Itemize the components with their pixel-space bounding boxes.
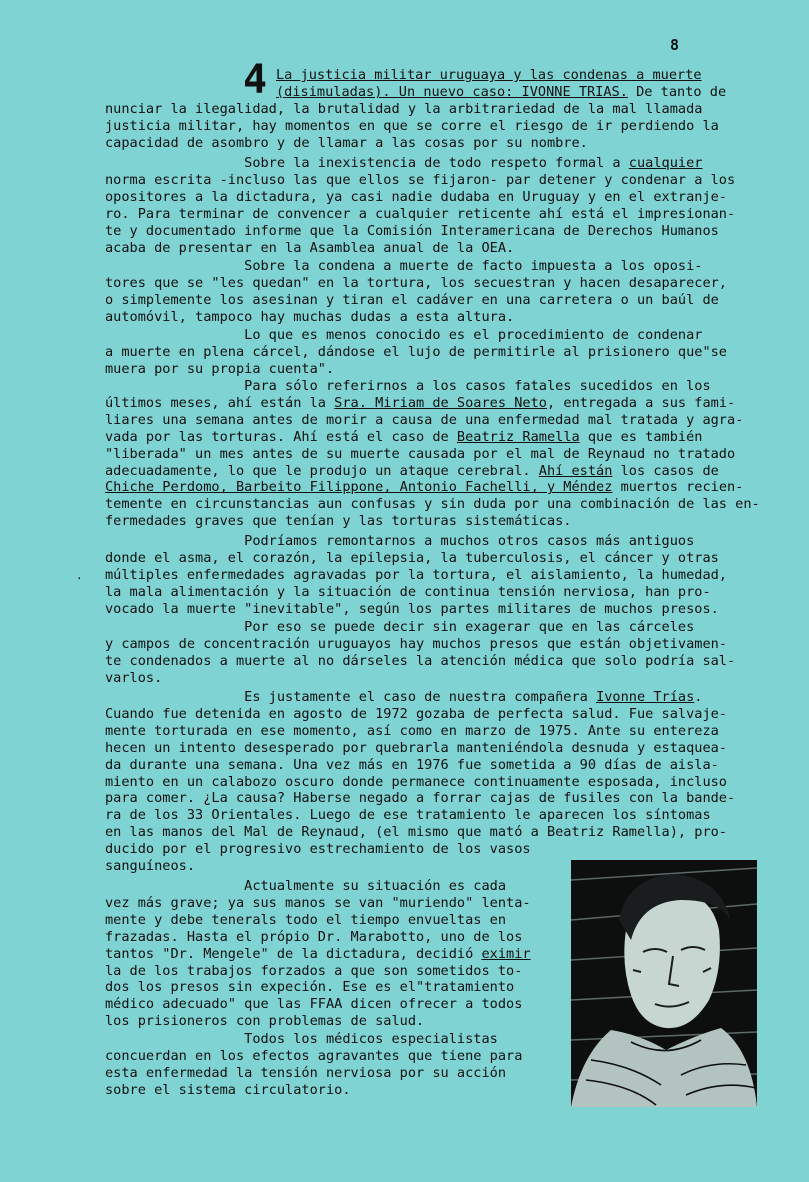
text-line: sanguíneos. [105,858,196,875]
text-line: muera por su propia cuenta". [105,360,335,377]
text-line: la mala alimentación y la situación de continua tensión nerviosa, han pro- [105,583,711,600]
text-line: nunciar la ilegalidad, la brutalidad y la arbitrariedad de la mal llamada [105,101,703,117]
text-line: la de los trabajos forzados a que son sometidos to- [105,962,523,979]
text-line: vez más grave; ya sus manos se van "muriendo" lenta- [105,894,531,911]
text-line: concuerdan en los efectos agravantes que tiene para [105,1047,523,1064]
text-line: Sobre la condena a muerte de facto impuesta a los oposi- [105,258,703,274]
text-line: mente y debe tenerals todo el tiempo envueltas en [105,911,507,928]
text-line: para comer. ¿La causa? Haberse negado a forrar cajas de fusiles con la bande- [105,790,736,807]
text-line: varlos. [105,669,163,686]
underlined-text: Ahí están [538,462,613,479]
text-line: ducido por el progresivo estrechamiento de los vasos [105,841,531,858]
paragraph-9 [105,878,565,1030]
text-line: da durante una semana. Una vez más en 1976 fue sometida a 90 días de aisla- [105,756,719,773]
paragraph-2 [105,155,770,256]
text-line: últimos meses, ahí están la [105,394,335,411]
paragraph-8 [105,689,770,875]
section-number: 4 [243,57,268,103]
text-line: frazadas. Hasta el própio Dr. Marabotto, uno de los [105,928,523,945]
text-line: esta enfermedad la tensión nerviosa por su acción [105,1064,507,1081]
paragraph-6 [105,533,770,618]
text-line: Lo que es menos conocido es el procedimiento de condenar [105,327,703,343]
text-line: hecen un intento desesperado por quebrarla manteniéndola desnuda y estaquea- [105,739,727,756]
paragraph-4 [105,327,770,378]
text-line: y campos de concentración uruguayos hay muchos presos que están objetivamen- [105,635,727,652]
text-line: o simplemente los asesinan y tiran el cadáver en una carretera o un baúl de [105,291,719,308]
page-number: 8 [670,36,680,54]
text-line: mente torturada en ese momento, así como en marzo de 1975. Ante su entereza [105,722,719,739]
underlined-name: Ivonne Trías [596,689,695,705]
text-line: los casos de [612,462,719,479]
text-line: muertos recien- [612,479,744,496]
text-line: sobre el sistema circulatorio. [105,1081,351,1098]
text-line: acaba de presentar en la Asamblea anual de la OEA. [105,239,515,256]
text-line: automóvil, tampoco hay muchas dudas a esta altura. [105,308,515,325]
heading-line-2-tail: De tanto de [627,83,727,100]
text-line: Sobre la inexistencia de todo respeto formal a [105,155,629,171]
text-line: Es justamente el caso de nuestra compañera [105,689,597,705]
text-line: miento en un calabozo oscuro donde permanece continuamente esposada, incluso [105,773,727,790]
text-line: dos los presos sin expeción. Ese es el"tratamiento [105,979,515,996]
text-line: Cuando fue detenida en agosto de 1972 gozaba de perfecta salud. Fue salvaje- [105,705,727,722]
heading-line-2: (disimuladas). Un nuevo caso: IVONNE TRIAS. [276,83,628,100]
text-line: vada por las torturas. Ahí está el caso de [105,428,457,445]
text-line: capacidad de asombro y de llamar a las cosas por su nombre. [105,134,588,151]
text-line: . [694,689,703,705]
text-line: que es también [579,428,703,445]
portrait-woodcut-image [571,860,757,1107]
paragraph-5 [105,378,770,530]
margin-mark: · [76,572,83,585]
text-line: médico adecuado" que las FFAA dicen ofrecer a todos [105,996,523,1013]
paragraph-7 [105,619,770,687]
text-line: Por eso se puede decir sin exagerar que en las cárceles [105,619,695,635]
underlined-names: Chiche Perdomo, Barbeito Filippone, Antonio Fachelli, y Méndez [105,479,613,496]
underlined-name: Sra. Miriam de Soares Neto [334,394,547,411]
text-line: opositores a la dictadura, ya casi nadie dudaba en Uruguay y en el extranje- [105,188,727,205]
text-line: "liberada" un mes antes de su muerte causada por el mal de Reynaud no tratado [105,445,736,462]
portrait-woodcut-icon [571,860,757,1107]
text-line: te condenados a muerte al no dárseles la atención médica que solo podría sal- [105,652,736,669]
underlined-text: cualquier [628,155,703,171]
text-line: los prisioneros con problemas de salud. [105,1013,425,1030]
underlined-text: eximir [481,945,531,962]
text-line: Para sólo referirnos a los casos fatales sucedidos en los [105,378,711,394]
text-line: tores que se "les quedan" en la tortura, los secuestran y hacen desaparecer, [105,274,727,291]
text-line: Actualmente su situación es cada [105,878,507,894]
section-heading [276,67,766,101]
text-line: norma escrita -incluso las que ellos se fijaron- par detener y condenar a los [105,171,736,188]
text-line: liares una semana antes de morir a causa de una enfermedad mal tratada y agra- [105,411,744,428]
heading-line-1: La justicia militar uruguaya y las condenas a muerte [276,67,702,83]
paragraph-1 [105,101,770,152]
underlined-name: Beatriz Ramella [456,428,580,445]
text-line: te y documentado informe que la Comisión Interamericana de Derechos Humanos [105,222,719,239]
text-line: ra de los 33 Orientales. Luego de ese tratamiento le aparecen los síntomas [105,807,711,824]
text-line: tantos "Dr. Mengele" de la dictadura, decidió [105,945,482,962]
text-line: fermedades graves que tenían y las torturas sistemáticas. [105,513,572,530]
text-line: ro. Para terminar de convencer a cualquier reticente ahí está el impresionan- [105,205,736,222]
paragraph-3 [105,258,770,326]
text-line: en las manos del Mal de Reynaud, (el mismo que mató a Beatriz Ramella), pro- [105,824,727,841]
text-line: donde el asma, el corazón, la epilepsia, la tuberculosis, el cáncer y otras [105,549,719,566]
text-line: justicia militar, hay momentos en que se corre el riesgo de ir perdiendo la [105,117,719,134]
text-line: Podríamos remontarnos a muchos otros casos más antiguos [105,533,695,549]
text-line: a muerte en plena cárcel, dándose el lujo de permitirle al prisionero que"se [105,343,727,360]
text-line: vocado la muerte "inevitable", según los partes militares de muchos presos. [105,600,719,617]
text-line: Todos los médicos especialistas [105,1031,498,1047]
text-line: , entregada a sus fami- [546,394,736,411]
text-line: adecuadamente, lo que le produjo un ataque cerebral. [105,462,539,479]
text-line: múltiples enfermedades agravadas por la tortura, el aislamiento, la humedad, [105,566,727,583]
paragraph-10 [105,1031,565,1099]
text-line: temente en circunstancias aun confusas y sin duda por una combinación de las en- [105,496,760,513]
